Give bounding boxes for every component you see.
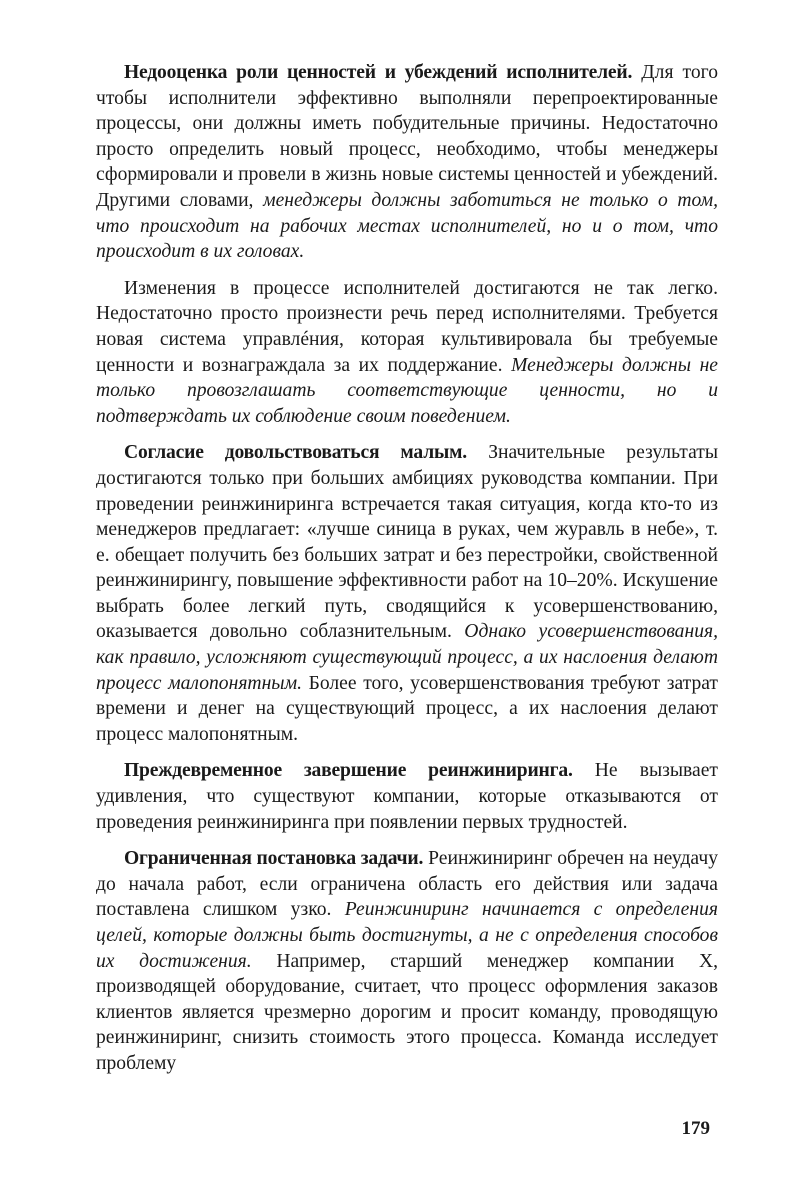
- page-number: 179: [681, 1118, 710, 1139]
- paragraph-heading: Преждевременное завершение реинжиниринга.: [124, 760, 573, 782]
- paragraph-emphasis: Реинжиниринг начинается с определения целей, которые должны быть достигнуты, а не с определения способов их достижения.: [96, 899, 718, 972]
- paragraph-heading: Недооценка роли ценностей и убеждений исполнителей.: [124, 62, 633, 83]
- paragraph-heading: Согласие довольствоваться малым.: [124, 442, 467, 464]
- paragraph-text: Значительные результаты достигаются только при больших амбициях руководства компании. При проведении реинжиниринга встречается такая ситуация, когда кто-то из менеджеров предлагает: «лучше синица в руках, чем журавль в небе», т. е. обещает получить без больших затрат и без перестройки, свойственной реинжинирингу, повышение эффективности работ на 10–20%. Искушение выбрать более легкий путь, сводящийся к усовершенствованию, оказывается довольно соблазнительным.: [96, 442, 718, 643]
- paragraph-changes: [96, 276, 718, 430]
- page-body: [96, 60, 718, 1088]
- paragraph-premature-completion: [96, 758, 718, 835]
- paragraph-text: Для того чтобы исполнители эффективно выполняли перепроектированные процессы, они должны иметь побудительные причины. Недостаточно просто определить новый процесс, необходимо, чтобы менеджеры сформировали и провели в жизнь новые системы ценностей и убеждений. Другими словами,: [96, 62, 718, 211]
- paragraph-text: Изменения в процессе исполнителей достигаются не так легко. Недостаточно просто произнести речь перед исполнителями. Требуется новая система управлéния, которая культивировала бы требуемые ценности и вознаграждала за их поддержание.: [96, 277, 718, 376]
- paragraph-text: Не вызывает удивления, что существуют компании, которые отказываются от проведения реинжиниринга при появлении первых трудностей.: [96, 760, 718, 833]
- paragraph-undervaluing-values: [96, 60, 718, 265]
- paragraph-settling-for-little: [96, 440, 718, 747]
- paragraph-emphasis: Однако усовершенствования, как правило, усложняют существующий процесс, а их наслоения делают процесс малопонятным.: [96, 621, 719, 694]
- paragraph-text: Реинжиниринг обречен на неудачу до начала работ, если ограничена область его действия или задача поставлена слишком узко.: [96, 848, 718, 921]
- paragraph-tail: Например, старший менеджер компании X, производящей оборудование, считает, что процесс оформления заказов клиентов является чрезмерно дорогим и просит команду, проводящую реинжиниринг, снизить стоимость этого процесса. Команда исследует проблему: [96, 950, 718, 1074]
- paragraph-emphasis: менеджеры должны заботиться не только о том, что происходит на рабочих местах исполнителей, но и о том, что происходит в их головах.: [96, 189, 719, 263]
- paragraph-tail: Более того, усовершенствования требуют затрат времени и денег на существующий процесс, а их наслоения делают процесс малопонятным.: [96, 672, 718, 745]
- paragraph-limited-scope: [96, 846, 718, 1076]
- paragraph-heading: Ограниченная постановка задачи.: [124, 848, 424, 870]
- paragraph-emphasis: Менеджеры должны не только провозглашать соответствующие ценности, но и подтверждать их соблюдение своим поведением.: [96, 354, 718, 427]
